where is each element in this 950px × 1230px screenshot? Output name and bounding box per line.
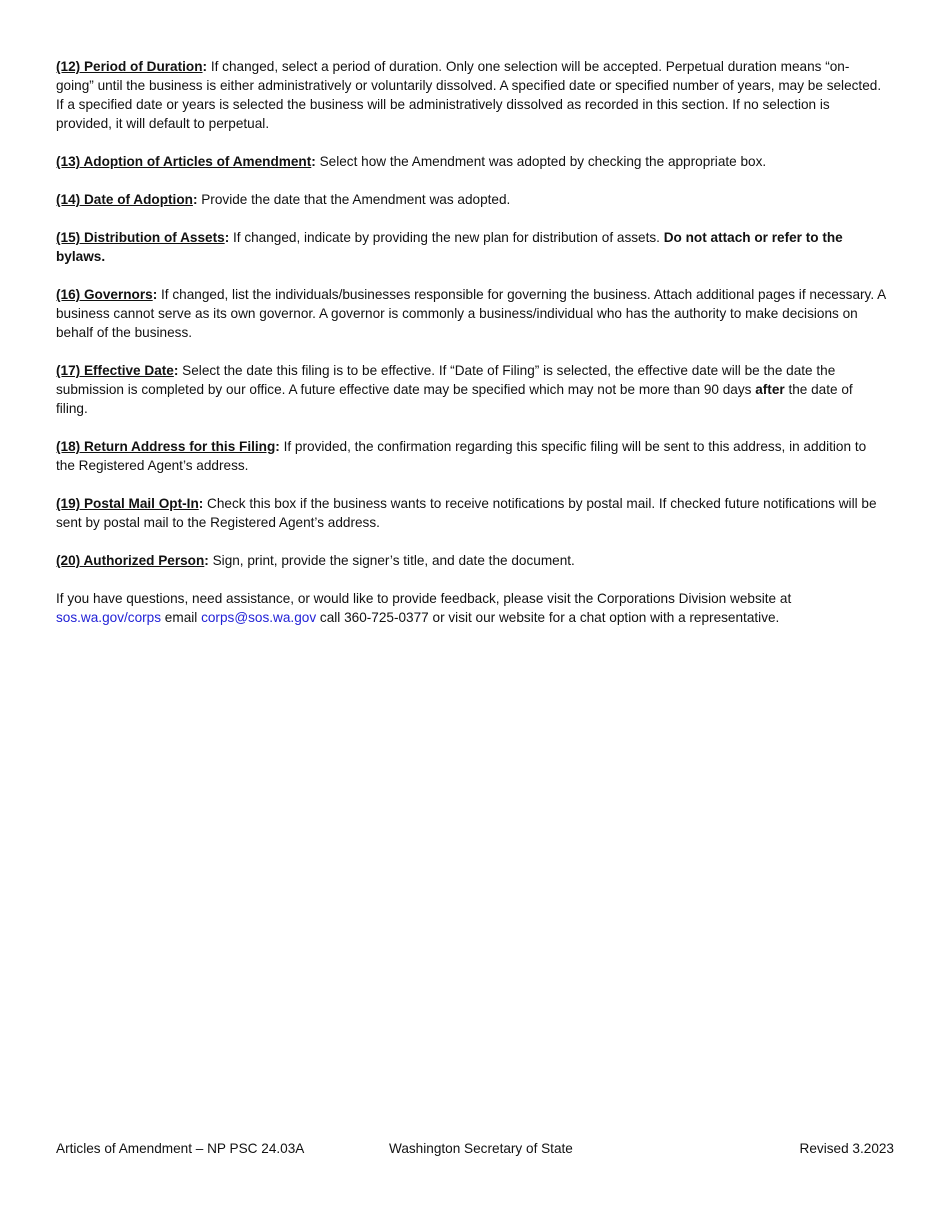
heading-colon: :	[202, 59, 208, 74]
section-return-address	[56, 437, 886, 475]
section-heading: (18) Return Address for this Filing	[56, 439, 276, 454]
heading-colon: :	[173, 363, 179, 378]
section-text: Select how the Amendment was adopted by checking the appropriate box.	[315, 154, 767, 169]
section-text: If changed, select a period of duration. Only one selection will be accepted. Perpetual duration means “on-going” until the business is either administratively or voluntarily dissolved. A specified date or specified number of years, may be selected. If a specified date or years is selected the business will be administratively dissolved as recorded in this section. If no selection is provided, it will default to perpetual.	[56, 59, 882, 131]
section-heading: (15) Distribution of Assets	[56, 230, 225, 245]
page-footer	[56, 1139, 894, 1158]
contact-outro: call 360-725-0377 or visit our website for a chat option with a representative.	[316, 610, 780, 625]
heading-colon: :	[224, 230, 230, 245]
heading-colon: :	[152, 287, 158, 302]
section-authorized-person	[56, 551, 886, 570]
section-effective-date	[56, 361, 886, 418]
section-heading: (12) Period of Duration	[56, 59, 203, 74]
section-text: Select the date this filing is to be effective. If “Date of Filing” is selected, the effective date will be the date the submission is completed by our office. A future effective date may be specified which may not be more than 90 days	[56, 363, 836, 397]
heading-colon: :	[275, 439, 280, 454]
section-text: If changed, list the individuals/businesses responsible for governing the business. Attach additional pages if necessary. A business cannot serve as its own governor. A governor is commonly a business/individual who has the authority to make decisions on behalf of the business.	[56, 287, 886, 340]
section-text-continued: the date of filing.	[56, 382, 853, 416]
section-postal-mail-opt-in	[56, 494, 886, 532]
section-text: Provide the date that the Amendment was adopted.	[197, 192, 511, 207]
section-text: If provided, the confirmation regarding this specific filing will be sent to this address, in addition to the Registered Agent’s address.	[56, 439, 867, 473]
heading-colon: :	[198, 496, 204, 511]
section-heading: (14) Date of Adoption	[56, 192, 193, 207]
heading-colon: :	[311, 154, 316, 169]
section-heading: (16) Governors	[56, 287, 153, 302]
section-adoption-of-articles	[56, 152, 886, 171]
section-text: Sign, print, provide the signer’s title, and date the document.	[208, 553, 575, 568]
email-label: email	[161, 610, 202, 625]
section-heading: (20) Authorized Person	[56, 553, 205, 568]
section-heading: (17) Effective Date	[56, 363, 174, 378]
footer-form-name: Articles of Amendment – NP PSC 24.03A	[56, 1141, 305, 1156]
footer-agency: Washington Secretary of State	[389, 1141, 573, 1156]
section-heading: (13) Adoption of Articles of Amendment	[56, 154, 312, 169]
after-emphasis: after	[755, 382, 785, 397]
footer-revision: Revised 3.2023	[799, 1141, 894, 1156]
email-link[interactable]: corps@sos.wa.gov	[201, 610, 317, 625]
contact-paragraph	[56, 589, 886, 627]
heading-colon: :	[204, 553, 209, 568]
bylaws-warning: Do not attach or refer to the bylaws.	[56, 230, 843, 264]
instructions-content	[56, 57, 886, 646]
section-governors	[56, 285, 886, 342]
website-link[interactable]: sos.wa.gov/corps	[56, 610, 162, 625]
contact-intro: If you have questions, need assistance, or would like to provide feedback, please visit the Corporations Division website at	[56, 591, 792, 606]
section-text: Check this box if the business wants to receive notifications by postal mail. If checked future notifications will be sent by postal mail to the Registered Agent’s address.	[56, 496, 877, 530]
section-date-of-adoption	[56, 190, 886, 209]
section-text: If changed, indicate by providing the new plan for distribution of assets.	[229, 230, 664, 245]
section-heading: (19) Postal Mail Opt-In	[56, 496, 199, 511]
heading-colon: :	[192, 192, 198, 207]
section-distribution-of-assets	[56, 228, 886, 266]
section-period-of-duration	[56, 57, 886, 133]
